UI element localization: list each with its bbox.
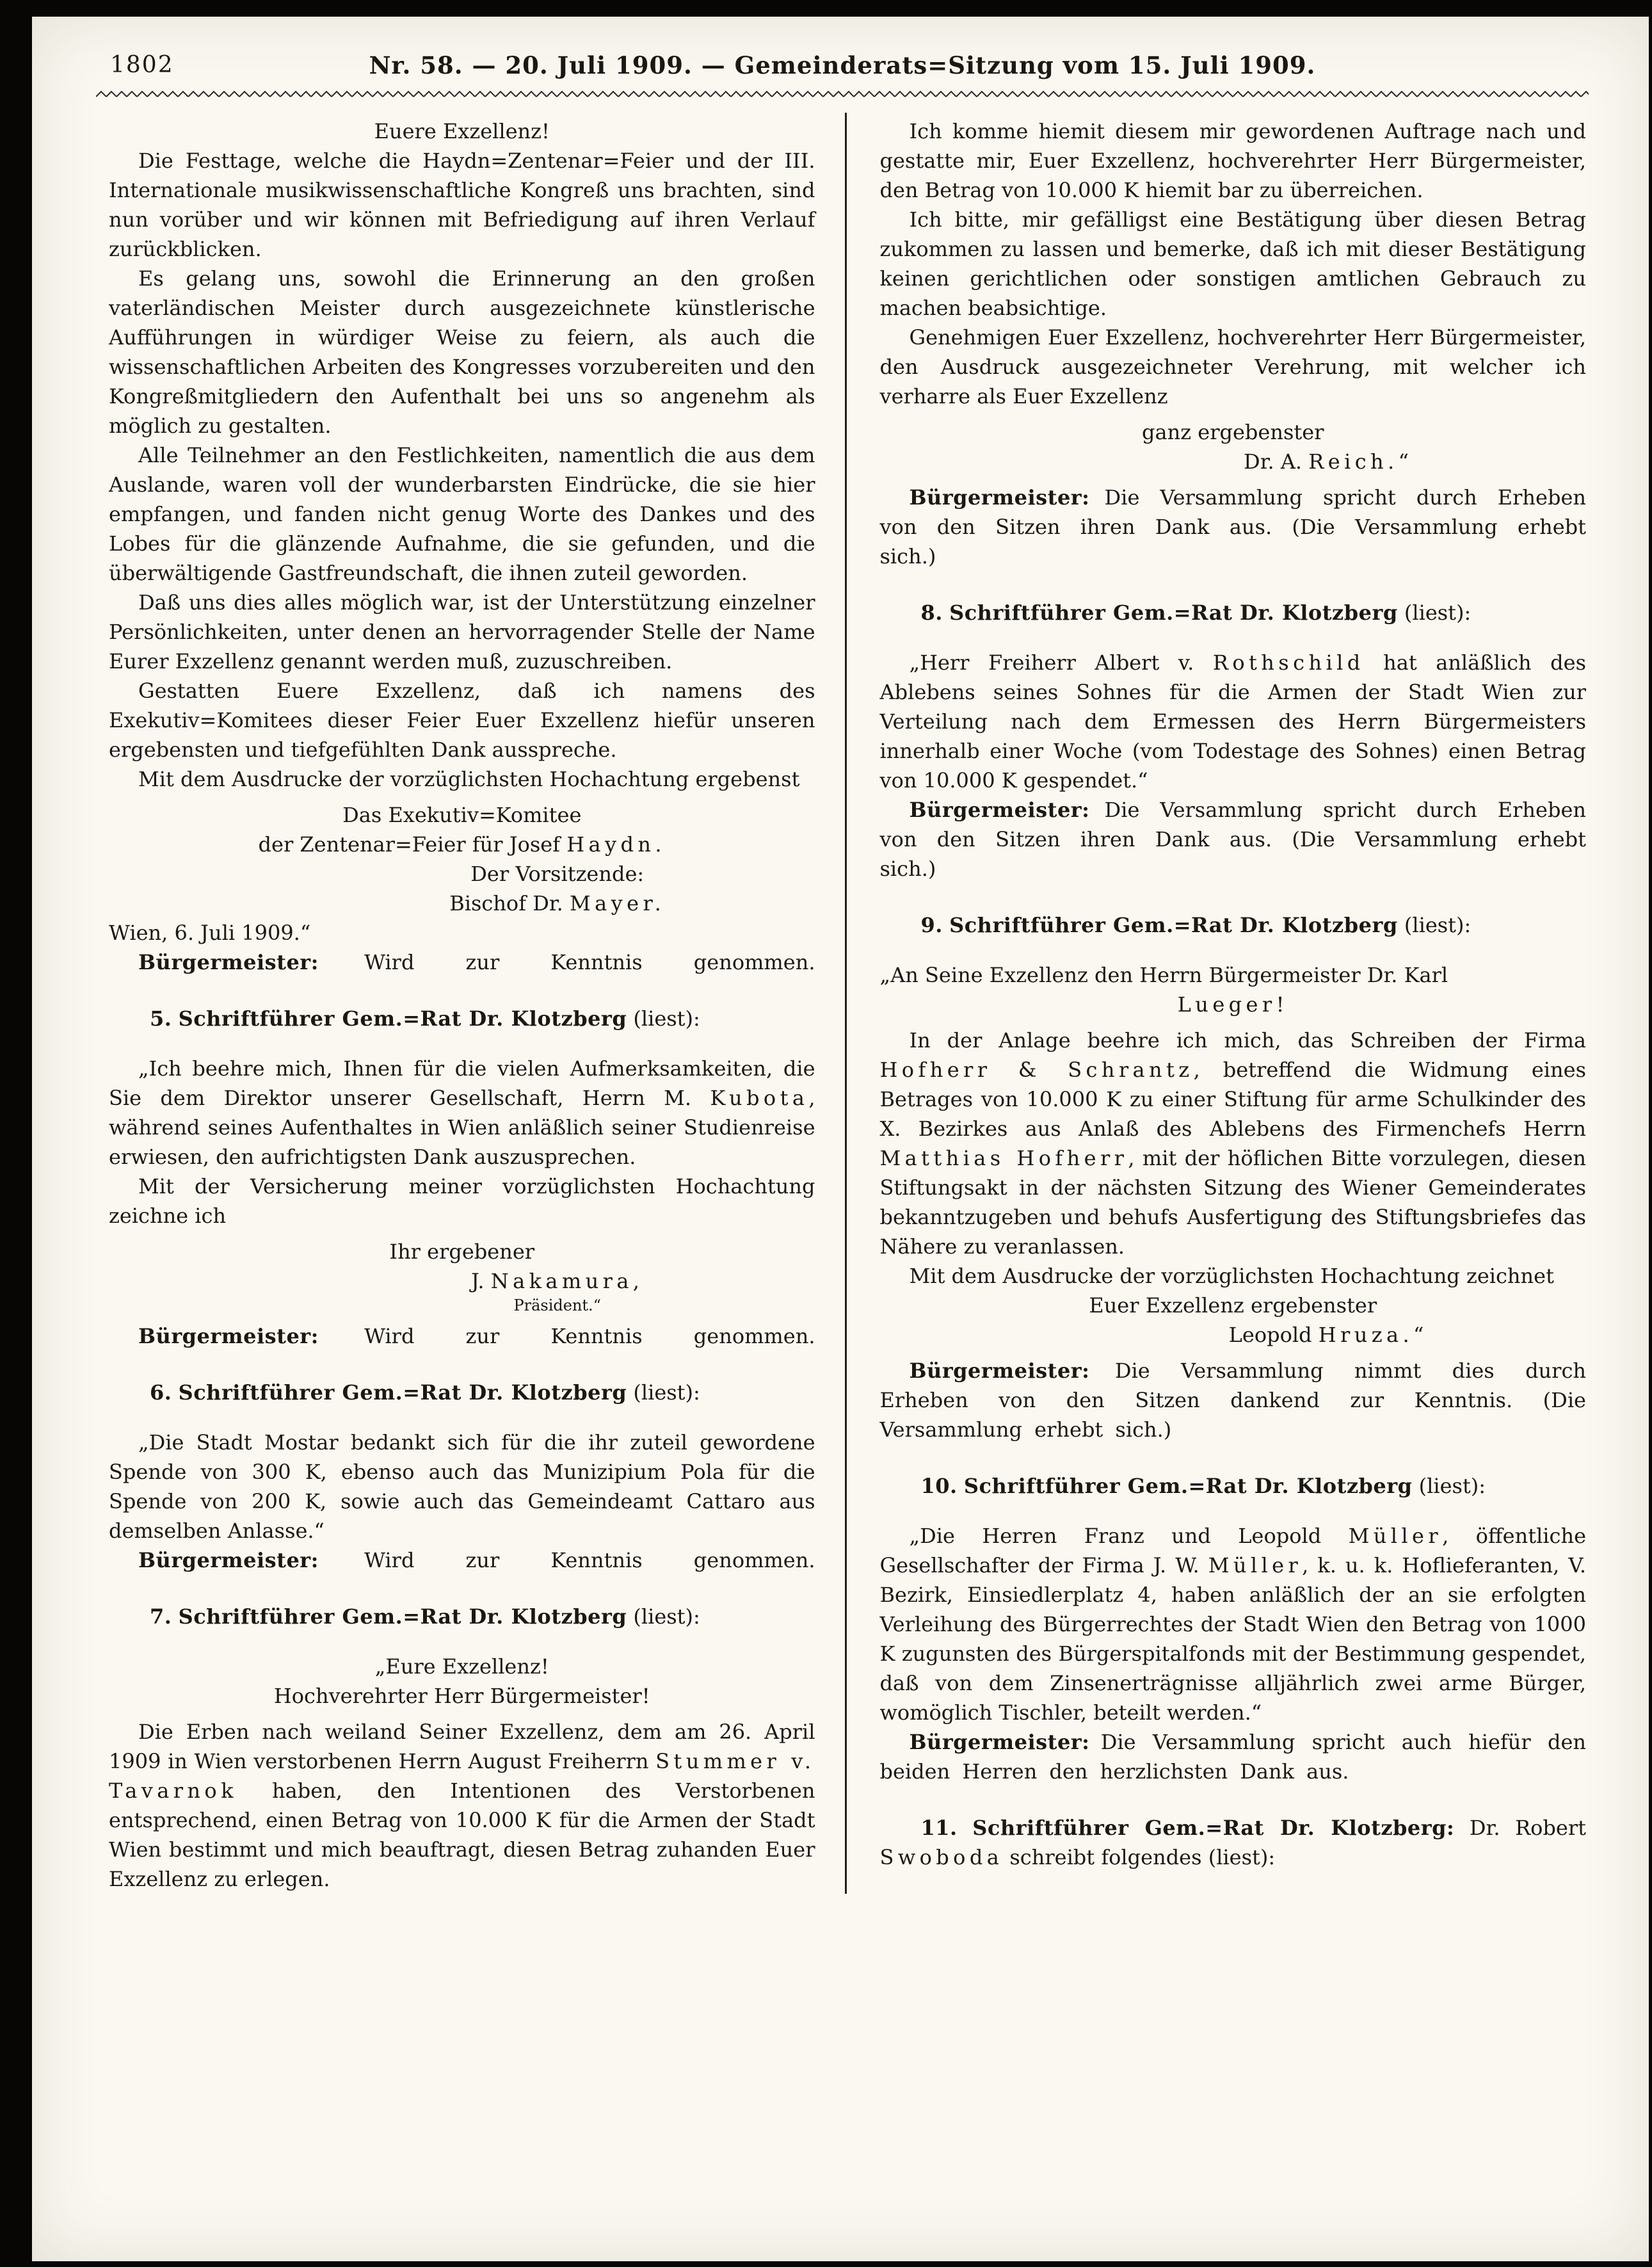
agenda-item-heading (109, 1378, 815, 1407)
speaker-label: Bürgermeister: (909, 1730, 1090, 1754)
paragraph (109, 1054, 815, 1172)
item-name: Schriftführer Gem.=Rat Dr. Klotzberg (178, 1380, 627, 1405)
person-name: Swoboda (879, 1845, 1004, 1869)
paragraph: Genehmigen Euer Exzellenz, hochverehrter Herr Bürgermeister, den Ausdruck ausgezeichneter Verehrung, mit welcher ich verharre als Euer Exzellenz (879, 325, 1586, 408)
item-rest: (liest): (633, 1006, 700, 1031)
paragraph (880, 1521, 1587, 1727)
paragraph: Alle Teilnehmer an den Festlichkeiten, namentlich die aus dem Auslande, waren voll der wunderbarsten Eindrücke, die sie hier empfangen, und fanden nicht genug Worte des Dankes und des Lobes für die glänzende Aufnahme, die sie gefunden, und die überwältigende Gastfreundschaft, die ihnen zuteil geworden. (109, 443, 815, 585)
signature-line (109, 889, 815, 918)
item-number: 11. (920, 1816, 958, 1840)
dateline: Wien, 6. Juli 1909.“ (109, 921, 311, 945)
paragraph: Mit dem Ausdrucke der vorzüglichsten Hochachtung zeichnet (909, 1264, 1554, 1288)
signature-text: Dr. A. (1244, 449, 1309, 474)
paragraph: Ich bitte, mir gefälligst eine Bestätigung über diesen Betrag zukommen zu lassen und bemerke, daß ich mit dieser Bestätigung keinen gerichtlichen oder sonstigen amtlichen Gebrauch zu machen beabsichtige. (879, 207, 1586, 320)
paragraph-text: Die Erben nach weiland Seiner Exzellenz, dem am 26. April 1909 in Wien verstorbenen Herrn August Freiherrn (109, 1720, 815, 1773)
item-rest: (liest): (633, 1604, 700, 1629)
item-number: 10. (920, 1474, 958, 1498)
paragraph-text: , k. u. k. Hoflieferanten, V. Bezirk, Einsiedlerplatz 4, haben anläßlich der an sie erfolgten Verleihung des Bürgerrechtes der Stadt Wien den Betrag von 1000 K zugunsten des Bürgerspitalfonds mit der Bestimmung gespendet, daß von dem Zinsenerträgnisse alljährlich zwei arme Bürger, womöglich Tischler, beteilt werden.“ (879, 1553, 1587, 1725)
paragraph-text: „Die Herren Franz und Leopold (909, 1524, 1349, 1548)
item-number: 6. (150, 1380, 172, 1405)
item-rest: (liest): (1404, 601, 1472, 625)
paragraph: Ich komme hiemit diesem mir gewordenen Auftrage nach und gestatte mir, Euer Exzellenz, hochverehrter Herr Bürgermeister, den Betrag von 10.000 K hiemit bar zu überreichen. (879, 119, 1586, 202)
person-name: Nakamura, (490, 1269, 644, 1293)
agenda-item-heading (880, 1813, 1587, 1872)
person-name: Haydn. (566, 832, 666, 857)
item-name: Schriftführer Gem.=Rat Dr. Klotzberg (949, 913, 1398, 937)
speaker-label: Bürgermeister: (138, 1548, 319, 1572)
speaker-text: Die Versammlung nimmt dies durch Erheben von den Sitzen dankend zur Kenntnis. (Die Versammlung erhebt sich.) (879, 1359, 1586, 1442)
person-name: Stummer v. Tavarnok (109, 1749, 815, 1803)
signature-line: Ihr ergebener (389, 1239, 535, 1264)
speaker-text: Wird zur Kenntnis genommen. (364, 950, 815, 974)
signature-text: J. (471, 1269, 491, 1293)
two-column-body (73, 113, 1612, 1894)
speaker-paragraph (109, 1545, 815, 1575)
signature-text: Bischof Dr. (449, 891, 570, 916)
paragraph-text: haben, den Intentionen des Verstorbenen entsprechend, einen Betrag von 10.000 K für die Armen der Stadt Wien bestimmt und mich beauftragt, diesen Betrag zuhanden Euer Exzellenz zu erlegen. (109, 1779, 815, 1891)
signature-line: ganz ergebenster (1142, 420, 1324, 444)
paragraph: Mit der Versicherung meiner vorzüglichsten Hochachtung zeichne ich (109, 1174, 815, 1228)
item-number: 7. (150, 1604, 172, 1629)
item-rest: schreibt folgendes (liest): (1003, 1845, 1276, 1869)
speaker-label: Bürgermeister: (909, 1359, 1090, 1383)
agenda-item-heading (880, 910, 1587, 940)
signature-line (109, 830, 815, 859)
paragraph (880, 1026, 1587, 1261)
paragraph: „Die Stadt Mostar bedankt sich für die ihr zuteil gewordene Spende von 300 K, ebenso auch das Munizipium Pola für die Spende von 200 K, sowie auch das Gemeindeamt Cattaro aus demselben Anlasse.“ (109, 1430, 815, 1543)
item-rest: (liest): (1404, 913, 1472, 937)
person-name: Mayer. (569, 891, 666, 916)
speaker-paragraph (109, 1321, 815, 1351)
paragraph: Die Festtage, welche die Haydn=Zentenar=Feier und der III. Internationale musikwissenschaftliche Kongreß uns brachten, sind nun vorüber und wir können mit Befriedigung auf ihren Verlauf zurückblicken. (109, 149, 815, 261)
company-name: Müller (1208, 1553, 1303, 1577)
paragraph: Daß uns dies alles möglich war, ist der Unterstützung einzelner Persönlichkeiten, unter denen an hervorragender Stelle der Name Eurer Exzellenz genannt werden muß, zuzuschreiben. (109, 590, 815, 674)
paragraph: Gestatten Euere Exzellenz, daß ich namens des Exekutiv=Komitees dieser Feier Euer Exzellenz hiefür unseren ergebensten und tiefgefühlten Dank ausspreche. (109, 679, 815, 762)
signature-line (109, 1266, 815, 1296)
signature-line: Präsident.“ (513, 1296, 601, 1314)
paragraph (880, 648, 1587, 795)
signature-line: Euer Exzellenz ergebenster (1089, 1293, 1377, 1318)
person-name: Reich.“ (1308, 449, 1413, 474)
paragraph-text: , öffentliche Gesellschafter der Firma J. W. (879, 1524, 1586, 1577)
speaker-text: Wird zur Kenntnis genommen. (364, 1548, 815, 1572)
item-rest: (liest): (633, 1380, 700, 1405)
speaker-paragraph (880, 795, 1587, 883)
speaker-text: Die Versammlung spricht durch Erheben von den Sitzen ihren Dank aus. (Die Versammlung erhebt sich.) (879, 798, 1587, 881)
item-name: Schriftführer Gem.=Rat Dr. Klotzberg (178, 1006, 627, 1031)
paragraph-text: „Ich beehre mich, Ihnen für die vielen Aufmerksamkeiten, die Sie dem Direktor unserer Gesellschaft, Herrn M. (109, 1056, 815, 1110)
item-number: 5. (150, 1006, 172, 1031)
item-name: Schriftführer Gem.=Rat Dr. Klotzberg: (972, 1816, 1455, 1840)
speaker-paragraph (880, 483, 1587, 571)
company-name: Hofherr & Schrantz (879, 1058, 1194, 1082)
speaker-label: Bürgermeister: (909, 798, 1090, 822)
page-number: 1802 (110, 52, 174, 78)
page-header-row (73, 40, 1612, 79)
speaker-text: Die Versammlung spricht auch hiefür den beiden Herren den herzlichsten Dank aus. (879, 1730, 1586, 1784)
agenda-item-heading (880, 1471, 1587, 1501)
person-name: Matthias Hofherr (879, 1146, 1128, 1170)
person-name: Kubota (710, 1086, 809, 1110)
agenda-item-heading (880, 598, 1587, 627)
person-name: Lueger! (1177, 992, 1288, 1017)
signature-line: Das Exekutiv=Komitee (342, 803, 582, 827)
person-name: Rothschild (1212, 650, 1365, 675)
speaker-text: Wird zur Kenntnis genommen. (364, 1324, 815, 1348)
signature-line (880, 447, 1587, 476)
person-name: Hruza.“ (1318, 1323, 1428, 1347)
item-rest: (liest): (1418, 1474, 1486, 1498)
signature-text: der Zentenar=Feier für Josef (258, 832, 567, 857)
item-rest: Dr. Robert (1469, 1816, 1586, 1840)
speaker-label: Bürgermeister: (909, 485, 1090, 510)
paragraph: Mit dem Ausdrucke der vorzüglichsten Hochachtung ergebenst (138, 767, 800, 791)
speaker-label: Bürgermeister: (138, 1324, 319, 1348)
salutation-line: Euere Exzellenz! (374, 119, 550, 143)
right-column (847, 113, 1612, 1894)
page-title: Nr. 58. — 20. Juli 1909. — Gemeinderats=Sitzung vom 15. Juli 1909. (369, 51, 1316, 79)
paragraph-text: „Herr Freiherr Albert v. (909, 650, 1213, 675)
left-column (73, 113, 845, 1894)
salutation-line: „Eure Exzellenz! (374, 1654, 549, 1679)
signature-line: Der Vorsitzende: (470, 862, 645, 886)
item-number: 9. (920, 913, 943, 937)
speaker-text: Die Versammlung spricht durch Erheben von den Sitzen ihren Dank aus. (Die Versammlung erhebt sich.) (879, 485, 1587, 569)
speaker-paragraph (880, 1727, 1587, 1786)
speaker-paragraph (880, 1356, 1587, 1444)
item-name: Schriftführer Gem.=Rat Dr. Klotzberg (949, 601, 1398, 625)
item-number: 8. (920, 601, 943, 625)
item-name: Schriftführer Gem.=Rat Dr. Klotzberg (178, 1604, 627, 1629)
paragraph-text: , betreffend die Widmung eines Betrages von 10.000 K zu einer Stiftung für arme Schulkinder des X. Bezirkes aus Anlaß des Ablebens des Firmenchefs Herrn (879, 1058, 1587, 1141)
signature-line (880, 1320, 1587, 1350)
paragraph: Es gelang uns, sowohl die Erinnerung an den großen vaterländischen Meister durch ausgezeichnete künstlerische Aufführungen in würdiger Weise zu feiern, als auch die wissenschaftlichen Arbeiten des Kongresses vorzubereiten und den Kongreßmitgliedern den Aufenthalt bei uns so angenehm als möglich zu gestalten. (109, 266, 815, 438)
item-name: Schriftführer Gem.=Rat Dr. Klotzberg (963, 1474, 1413, 1498)
agenda-item-heading (109, 1602, 815, 1631)
zigzag-rule (96, 90, 1589, 99)
paragraph-text: , während seines Aufenthaltes in Wien anläßlich seiner Studienreise erwiesen, den aufrichtigsten Dank auszusprechen. (109, 1086, 815, 1169)
document-page (32, 17, 1649, 2261)
paragraph: „An Seine Exzellenz den Herrn Bürgermeister Dr. Karl (879, 963, 1448, 987)
signature-text: Leopold (1228, 1323, 1319, 1347)
person-name: Müller (1348, 1524, 1443, 1548)
paragraph-text: hat anläßlich des Ablebens seines Sohnes für die Armen der Stadt Wien zur Verteilung nach dem Ermessen des Herrn Bürgermeisters innerhalb einer Woche (vom Todestage des Sohnes) einen Betrag von 10.000 K gespendet.“ (879, 650, 1587, 793)
paragraph (109, 1717, 815, 1894)
paragraph-text: , mit der höflichen Bitte vorzulegen, diesen Stiftungsakt in der nächsten Sitzung des Wiener Gemeinderates bekanntzugeben und behufs Ausfertigung des Stiftungsbriefes das Nähere zu veranlassen. (879, 1146, 1586, 1259)
salutation-line: Hochverehrter Herr Bürgermeister! (273, 1684, 650, 1708)
speaker-label: Bürgermeister: (138, 950, 319, 974)
paragraph-text: In der Anlage beehre ich mich, das Schreiben der Firma (909, 1028, 1586, 1053)
speaker-paragraph (109, 948, 815, 977)
agenda-item-heading (109, 1004, 815, 1033)
